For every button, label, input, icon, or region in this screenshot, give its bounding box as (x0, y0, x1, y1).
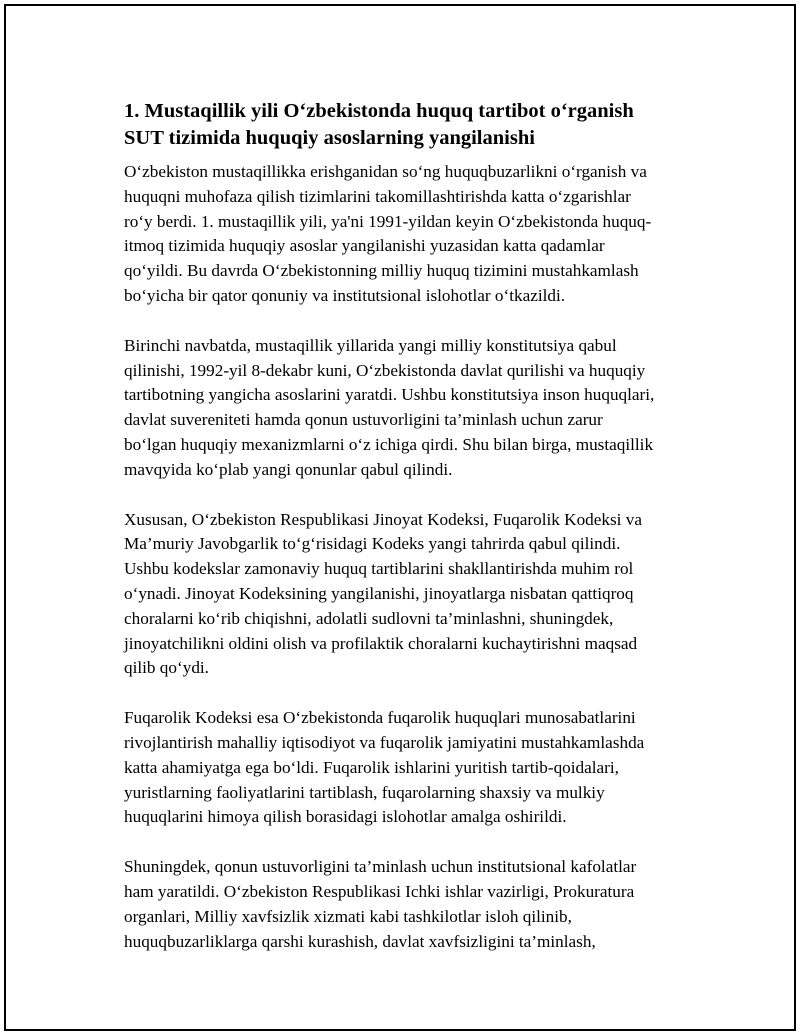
text-line: ham yaratildi. O‘zbekiston Respublikasi Ichki ishlar vazirligi, Prokuratura (124, 881, 635, 901)
text-line: Shuningdek, qonun ustuvorligini ta’minlash uchun institutsional kafolatlar (124, 857, 637, 877)
section-heading (124, 98, 696, 152)
text-line: rivojlantirish mahalliy iqtisodiyot va fuqarolik jamiyatini mustahkamlashda (124, 732, 645, 752)
heading-line: SUT tizimida huquqiy asoslarning yangilanishi (124, 127, 535, 149)
text-line: Ushbu kodekslar zamonaviy huquq tartiblarini shakllantirishda muhim rol (124, 559, 634, 579)
text-line: bo‘lgan huquqiy mexanizmlarni o‘z ichiga qirdi. Shu bilan birga, mustaqillik (124, 434, 654, 454)
text-line: bo‘yicha bir qator qonuniy va institutsional islohotlar o‘tkazildi. (124, 285, 566, 305)
text-line: qilib qo‘ydi. (124, 658, 209, 678)
text-line: organlari, Milliy xavfsizlik xizmati kabi tashkilotlar isloh qilinib, (124, 906, 572, 926)
text-line: huquqbuzarliklarga qarshi kurashish, davlat xavfsizligini ta’minlash, (124, 931, 596, 951)
text-line: o‘ynadi. Jinoyat Kodeksining yangilanishi, jinoyatlarga nisbatan qattiqroq (124, 583, 634, 603)
text-line: Ma’muriy Javobgarlik to‘g‘risidagi Kodeks yangi tahrirda qabul qilindi. (124, 534, 621, 554)
text-line: huquqlarini himoya qilish borasidagi islohotlar amalga oshirildi. (124, 807, 567, 827)
text-line: ro‘y berdi. 1. mustaqillik yili, ya'ni 1991-yildan keyin O‘zbekistonda huquq- (124, 211, 652, 231)
text-line: yuristlarning faoliyatlarini tartiblash, fuqarolarning shaxsiy va mulkiy (124, 782, 605, 802)
text-line: jinoyatchilikni oldini olish va profilaktik choralarni kuchaytirishni maqsad (124, 633, 638, 653)
text-line: Xususan, O‘zbekiston Respublikasi Jinoyat Kodeksi, Fuqarolik Kodeksi va (124, 509, 642, 529)
text-line: choralarni ko‘rib chiqishni, adolatli sudlovni ta’minlashni, shuningdek, (124, 608, 614, 628)
paragraph-5 (124, 855, 696, 954)
text-line: qo‘yildi. Bu davrda O‘zbekistonning milliy huquq tizimini mustahkamlash (124, 261, 639, 281)
paragraph-2 (124, 334, 696, 483)
text-line: O‘zbekiston mustaqillikka erishganidan so‘ng huquqbuzarlikni o‘rganish va (124, 162, 647, 181)
page-frame (4, 4, 796, 1031)
document-body (124, 98, 696, 979)
text-line: tartibotning yangicha asoslarini yaratdi. Ushbu konstitutsiya inson huquqlari, (124, 385, 655, 405)
text-line: Fuqarolik Kodeksi esa O‘zbekistonda fuqarolik huquqlari munosabatlarini (124, 708, 636, 728)
text-line: qilinishi, 1992-yil 8-dekabr kuni, O‘zbekistonda davlat qurilishi va huquqiy (124, 360, 646, 380)
text-line: Birinchi navbatda, mustaqillik yillarida yangi milliy konstitutsiya qabul (124, 335, 617, 355)
heading-line: 1. Mustaqillik yili O‘zbekistonda huquq tartibot o‘rganish (124, 100, 634, 122)
text-line: davlat suvereniteti hamda qonun ustuvorligini ta’minlash uchun zarur (124, 410, 603, 430)
paragraph-4 (124, 706, 696, 830)
text-line: huquqni muhofaza qilish tizimlarini takomillashtirishda katta o‘zgarishlar (124, 186, 631, 206)
text-line: mavqyida ko‘plab yangi qonunlar qabul qilindi. (124, 459, 453, 479)
paragraph-1 (124, 160, 696, 309)
paragraph-3 (124, 508, 696, 682)
text-line: itmoq tizimida huquqiy asoslar yangilanishi yuzasidan katta qadamlar (124, 236, 605, 256)
text-line: katta ahamiyatga ega bo‘ldi. Fuqarolik ishlarini yuritish tartib-qoidalari, (124, 757, 619, 777)
